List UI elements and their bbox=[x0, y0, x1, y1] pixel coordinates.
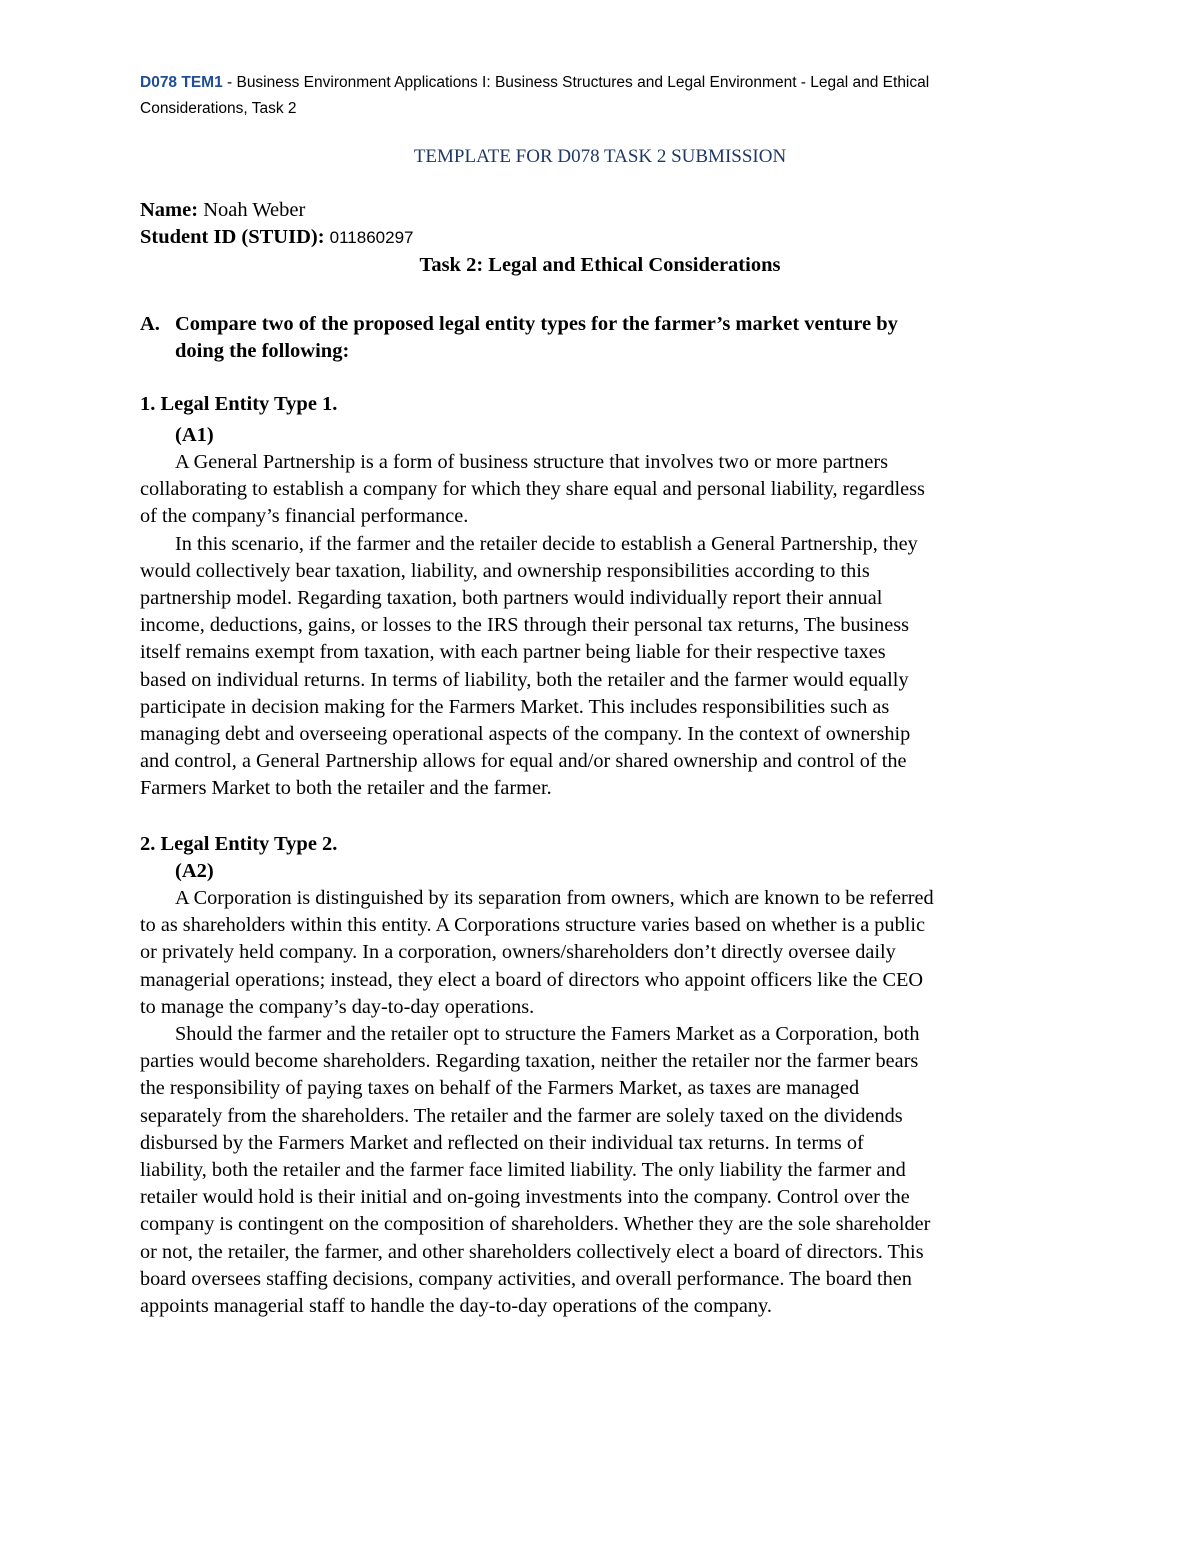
entity-2-line: company is contingent on the composition of shareholders. Whether they are the sole shareholder bbox=[140, 1213, 931, 1236]
course-code: D078 TEM1 bbox=[140, 74, 223, 91]
entity-2-line: parties would become shareholders. Regarding taxation, neither the retailer nor the farmer bears bbox=[140, 1050, 919, 1073]
entity-1-line: itself remains exempt from taxation, with each partner being liable for their respective taxes bbox=[140, 641, 886, 664]
entity-1-line: based on individual returns. In terms of liability, both the retailer and the farmer would equally bbox=[140, 668, 909, 691]
entity-2-body bbox=[140, 885, 1070, 1320]
entity-1-line: income, deductions, gains, or losses to the IRS through their personal tax returns, The business bbox=[140, 614, 910, 637]
entity-1-line: participate in decision making for the Farmers Market. This includes responsibilities such as bbox=[140, 695, 890, 718]
task-heading: Task 2: Legal and Ethical Considerations bbox=[419, 254, 781, 276]
entity-1-line: of the company’s financial performance. bbox=[140, 505, 469, 528]
student-id-label: Student ID (STUID): bbox=[140, 226, 325, 248]
page-title: TEMPLATE FOR D078 TASK 2 SUBMISSION bbox=[413, 146, 787, 167]
entity-2-line: board oversees staffing decisions, company activities, and overall performance. The board then bbox=[140, 1267, 912, 1290]
entity-1-line: would collectively bear taxation, liability, and ownership responsibilities according to this bbox=[140, 559, 870, 582]
section-a-marker: A. bbox=[140, 313, 160, 335]
entity-1-line: and control, a General Partnership allows for equal and/or shared ownership and control of the bbox=[140, 750, 907, 773]
entity-2-line: managerial operations; instead, they elect a board of directors who appoint officers like the CEO bbox=[140, 968, 924, 991]
name-label: Name: bbox=[140, 199, 199, 221]
entity-2-line: Should the farmer and the retailer opt to structure the Famers Market as a Corporation, both bbox=[175, 1023, 920, 1046]
student-id-value: 011860297 bbox=[329, 228, 414, 247]
student-id-row bbox=[140, 224, 414, 251]
entity-2-line: A Corporation is distinguished by its separation from owners, which are known to be referred bbox=[175, 887, 934, 909]
name-value: Noah Weber bbox=[203, 199, 306, 221]
document-header bbox=[140, 70, 1060, 96]
entity-2-heading: 2. Legal Entity Type 2. bbox=[140, 833, 338, 855]
entity-1-tag: (A1) bbox=[175, 424, 214, 446]
entity-2-line: the responsibility of paying taxes on behalf of the Farmers Market, as taxes are managed bbox=[140, 1077, 860, 1100]
entity-1-body bbox=[140, 449, 1070, 803]
entity-2-tag: (A2) bbox=[175, 860, 214, 882]
entity-2-line: retailer would hold is their initial and on-going investments into the company. Control over the bbox=[140, 1186, 910, 1209]
entity-1-line: A General Partnership is a form of business structure that involves two or more partners bbox=[175, 451, 889, 473]
entity-1-heading: 1. Legal Entity Type 1. bbox=[140, 393, 338, 415]
entity-2-line: to as shareholders within this entity. A Corporations structure varies based on whether is a public bbox=[140, 914, 925, 937]
section-a-heading bbox=[140, 311, 160, 337]
entity-1-line: In this scenario, if the farmer and the retailer decide to establish a General Partnership, they bbox=[175, 532, 918, 555]
header-line-2: Considerations, Task 2 bbox=[140, 100, 297, 117]
entity-1-line: collaborating to establish a company for which they share equal and personal liability, regardless bbox=[140, 478, 925, 501]
entity-2-line: separately from the shareholders. The retailer and the farmer are solely taxed on the dividends bbox=[140, 1104, 903, 1127]
student-name-row bbox=[140, 197, 305, 223]
entity-2-line: to manage the company’s day-to-day operations. bbox=[140, 995, 535, 1018]
section-a-line-2: doing the following: bbox=[175, 340, 350, 362]
entity-2-line: appoints managerial staff to handle the day-to-day operations of the company. bbox=[140, 1295, 772, 1318]
section-a-line-1: Compare two of the proposed legal entity types for the farmer’s market venture by bbox=[175, 313, 898, 335]
entity-2-line: or not, the retailer, the farmer, and other shareholders collectively elect a board of directors. This bbox=[140, 1240, 924, 1263]
entity-1-line: Farmers Market to both the retailer and the farmer. bbox=[140, 777, 552, 800]
entity-1-line: partnership model. Regarding taxation, both partners would individually report their annual bbox=[140, 587, 883, 610]
entity-2-line: disbursed by the Farmers Market and reflected on their individual tax returns. In terms of bbox=[140, 1131, 864, 1154]
entity-2-line: liability, both the retailer and the farmer face limited liability. The only liability the farmer and bbox=[140, 1159, 906, 1182]
header-description: - Business Environment Applications I: Business Structures and Legal Environment - Legal and Ethical bbox=[222, 74, 930, 91]
entity-1-line: managing debt and overseeing operational aspects of the company. In the context of ownership bbox=[140, 723, 911, 746]
entity-2-line: or privately held company. In a corporation, owners/shareholders don’t directly oversee daily bbox=[140, 941, 896, 964]
